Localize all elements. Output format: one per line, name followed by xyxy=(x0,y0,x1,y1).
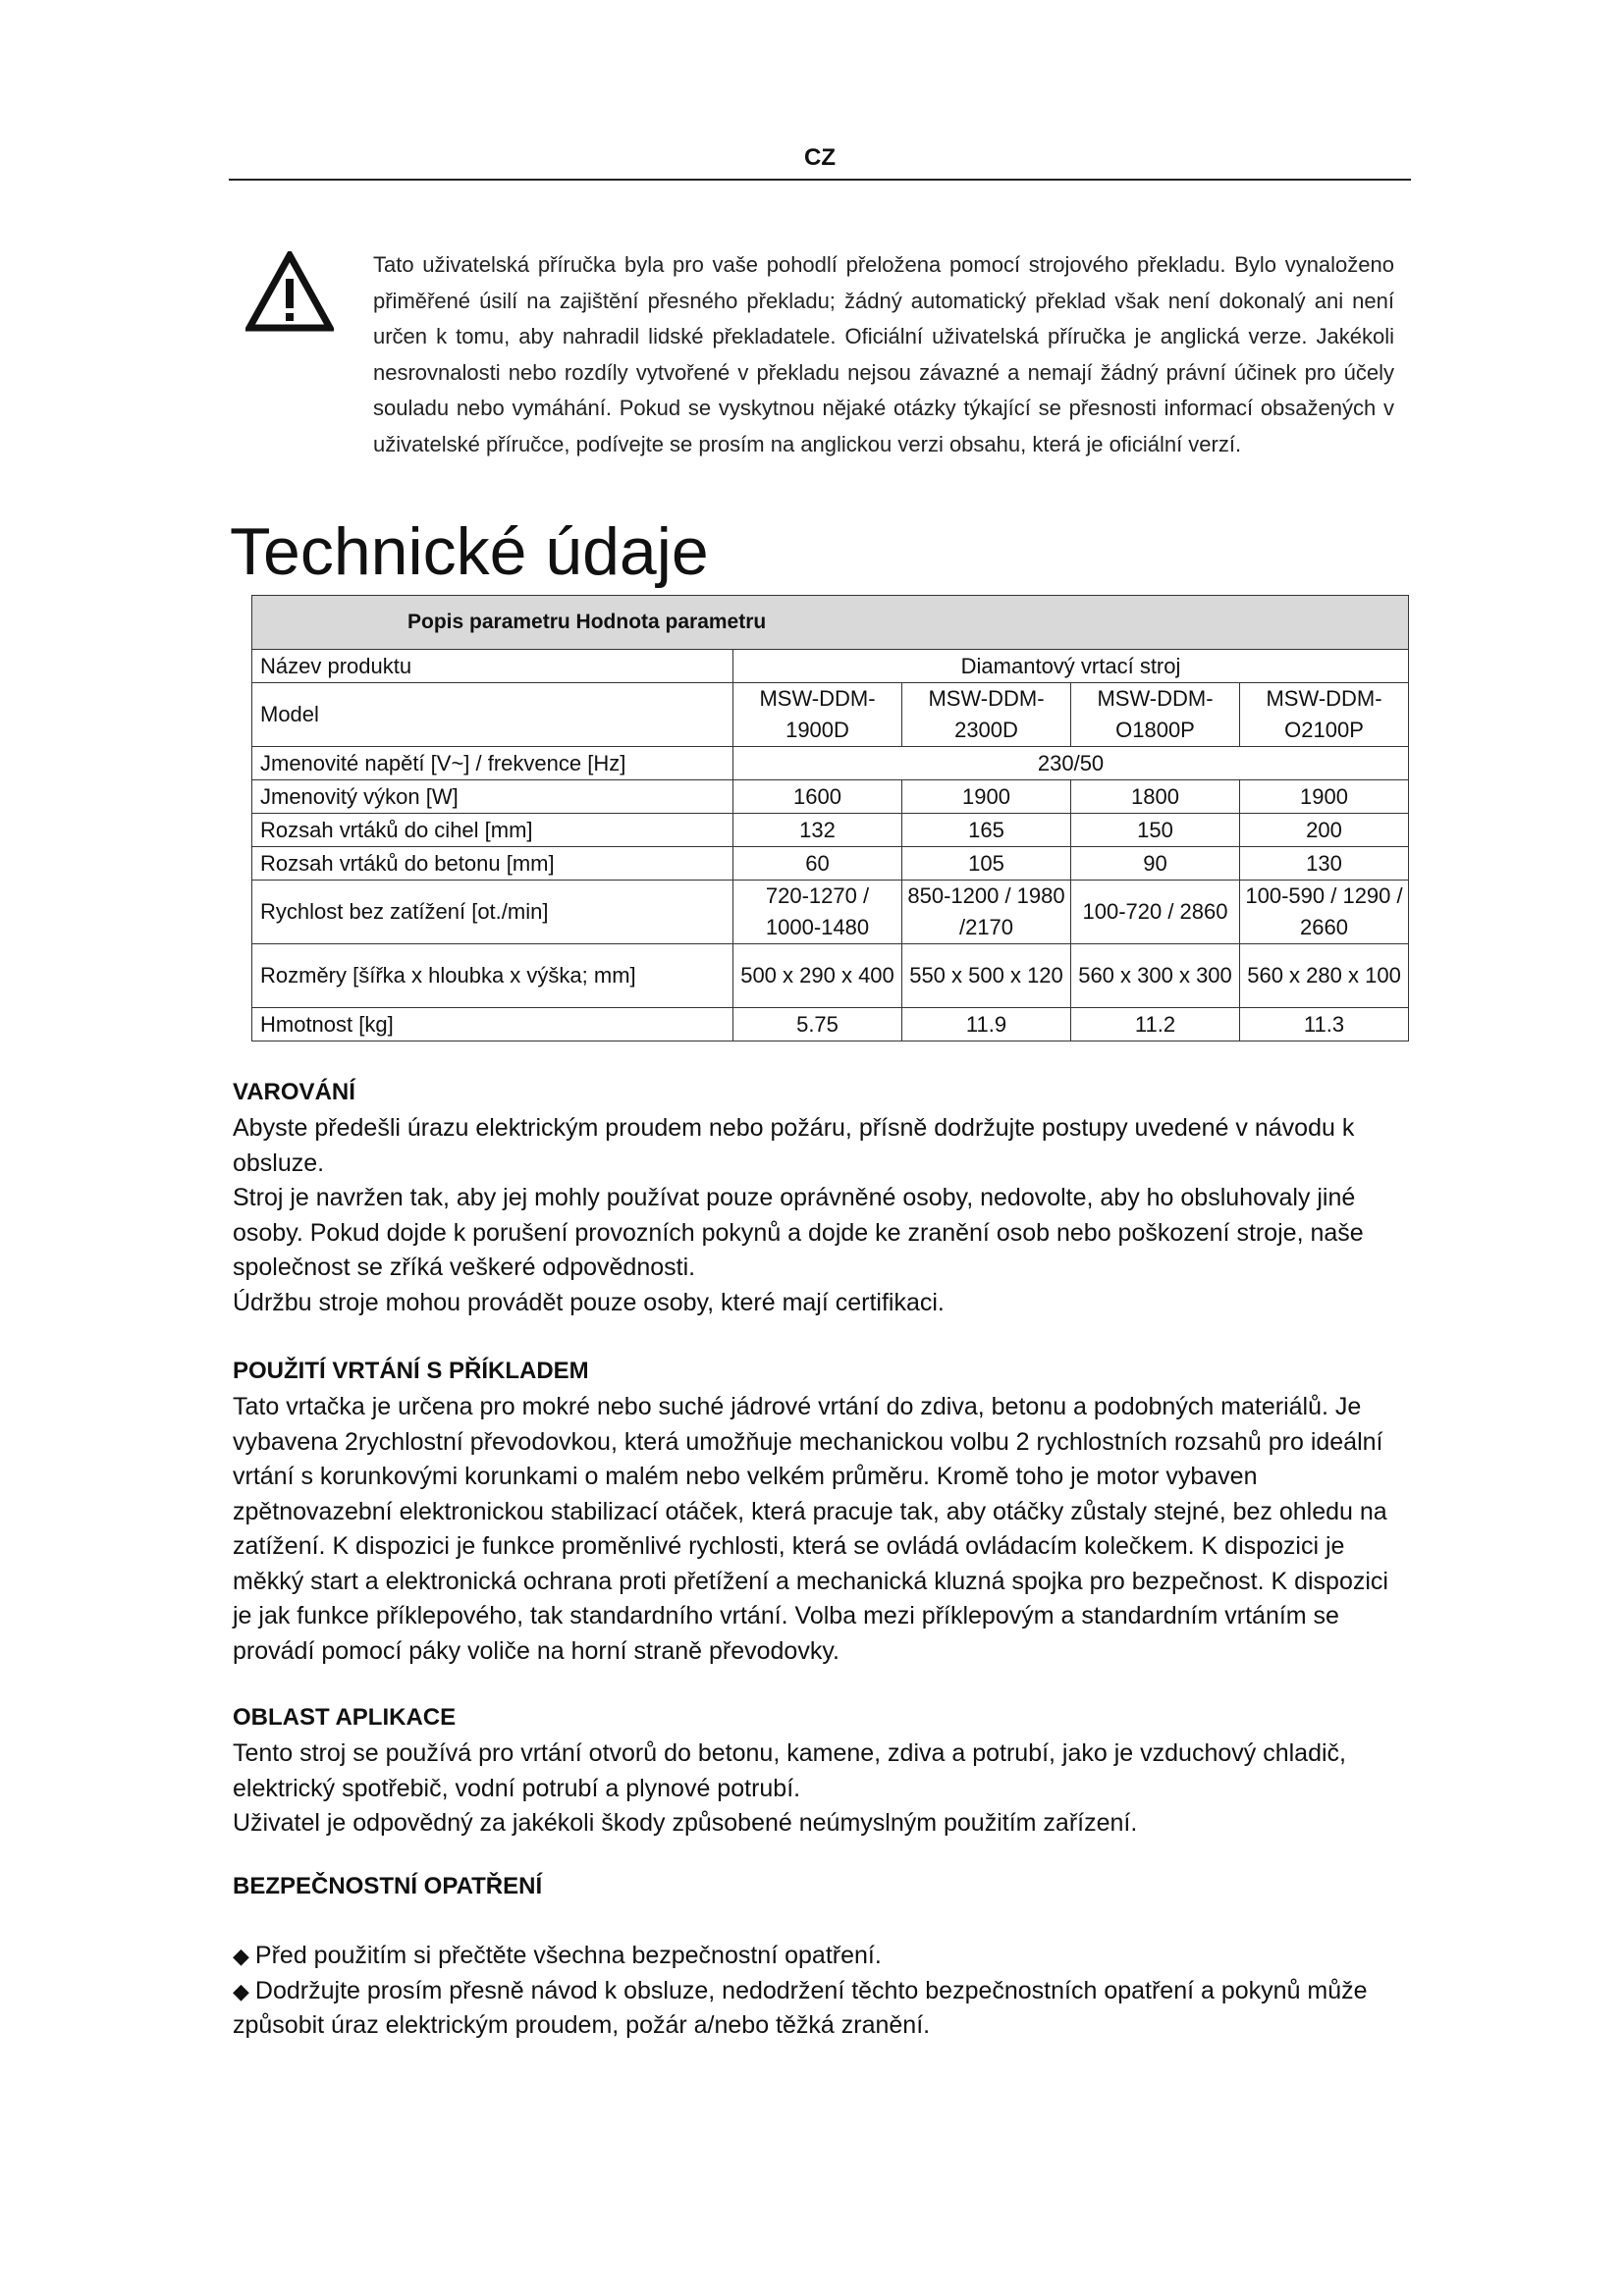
notice-text: Tato uživatelská příručka byla pro vaše pohodlí přeložena pomocí strojového překladu. Bylo vynaloženo přiměřené úsilí na zajištění přesného překladu; žádný automatický překlad však není dokonalý ani není určen k tomu, aby nahradil lidské překladatele. Oficiální uživatelská příručka je anglická verze. Jakékoli nesrovnalosti nebo rozdíly vytvořené v překladu nejsou závazné a nemají žádný právní účinek pro účely souladu nebo vymáhání. Pokud se vyskytnou nějaké otázky týkající se přesnosti informací obsažených v uživatelské příručce, podívejte se prosím na anglickou verzi obsahu, která je oficiální verzí. xyxy=(373,252,1394,456)
safety-section xyxy=(233,1870,1409,2044)
section-heading: BEZPEČNOSTNÍ OPATŘENÍ xyxy=(233,1873,543,1899)
row-value: MSW-DDM-O2100P xyxy=(1240,683,1409,747)
row-value: 1800 xyxy=(1071,780,1240,814)
row-label: Jmenovitý výkon [W] xyxy=(252,780,733,814)
warning-section xyxy=(233,1076,1409,1320)
table-header-label: Popis parametru Hodnota parametru xyxy=(407,611,767,633)
section-paragraph: Tato vrtačka je určena pro mokré nebo suché jádrové vrtání do zdiva, betonu a podobných materiálů. Je vybavena 2rychlostní převodovkou, která umožňuje mechanickou volbu 2 rychlostních rozsahů pro ideální vrtání s korunkovými korunkami o malém nebo velkém průměru. Kromě toho je motor vybaven zpětnovazební elektronickou stabilizací otáček, která pracuje tak, aby otáčky zůstaly stejné, bez ohledu na zatížení. K dispozici je funkce proměnlivé rychlosti, která se ovládá ovládacím kolečkem. K dispozici je měkký start a elektronická ochrana proti přetížení a mechanická kluzná spojka pro bezpečnost. K dispozici je jak funkce příklepového, tak standardního vrtání. Volba mezi příklepovým a standardním vrtáním se provádí pomocí páky voliče na horní straně převodovky. xyxy=(233,1393,1388,1665)
row-label: Jmenovité napětí [V~] / frekvence [Hz] xyxy=(252,747,733,780)
safety-list xyxy=(233,1939,1409,2044)
table-row xyxy=(252,780,1409,814)
row-value: 720-1270 / 1000-1480 xyxy=(733,881,902,944)
table-row xyxy=(252,881,1409,944)
row-label: Rozsah vrtáků do betonu [mm] xyxy=(252,847,733,881)
section-paragraph: Abyste předešli úrazu elektrickým proudem nebo požáru, přísně dodržujte postupy uvedené v návodu k obsluze. xyxy=(233,1114,1355,1177)
table-row xyxy=(252,944,1409,1008)
row-value: MSW-DDM-1900D xyxy=(733,683,902,747)
table-row xyxy=(252,683,1409,747)
translation-notice xyxy=(245,247,1394,512)
table-header-row xyxy=(252,596,1409,650)
row-value: 1900 xyxy=(902,780,1071,814)
usage-section xyxy=(233,1355,1409,1669)
row-value: 11.3 xyxy=(1240,1008,1409,1041)
section-heading: POUŽITÍ VRTÁNÍ S PŘÍKLADEM xyxy=(233,1358,589,1384)
list-item-text: Dodržujte prosím přesně návod k obsluze, nedodržení těchto bezpečnostních opatření a pokynů může způsobit úraz elektrickým proudem, požár a/nebo těžká zranění. xyxy=(233,1976,1368,2039)
row-value: 165 xyxy=(902,814,1071,847)
row-value: 150 xyxy=(1071,814,1240,847)
row-value: Diamantový vrtací stroj xyxy=(733,650,1409,683)
row-label: Rychlost bez zatížení [ot./min] xyxy=(252,881,733,944)
table-row xyxy=(252,650,1409,683)
row-value: 100-720 / 2860 xyxy=(1071,881,1240,944)
row-value: MSW-DDM-2300D xyxy=(902,683,1071,747)
list-item-text: Před použitím si přečtěte všechna bezpečnostní opatření. xyxy=(254,1942,882,1969)
table-row xyxy=(252,814,1409,847)
row-value: 200 xyxy=(1240,814,1409,847)
diamond-bullet-icon: ◆ xyxy=(233,1944,249,1968)
row-label: Rozsah vrtáků do cihel [mm] xyxy=(252,814,733,847)
row-value: 132 xyxy=(733,814,902,847)
row-value: 11.2 xyxy=(1071,1008,1240,1041)
table-header-cell xyxy=(252,596,1409,650)
row-value: MSW-DDM-O1800P xyxy=(1071,683,1240,747)
list-item xyxy=(233,1939,1409,1974)
row-value: 1900 xyxy=(1240,780,1409,814)
row-label: Hmotnost [kg] xyxy=(252,1008,733,1041)
row-value: 1600 xyxy=(733,780,902,814)
table-row xyxy=(252,747,1409,780)
row-value: 90 xyxy=(1071,847,1240,881)
warning-triangle-icon xyxy=(245,251,334,332)
row-value: 11.9 xyxy=(902,1008,1071,1041)
section-paragraph: Údržbu stroje mohou provádět pouze osoby, které mají certifikaci. xyxy=(233,1288,945,1316)
row-value: 850-1200 / 1980 /2170 xyxy=(902,881,1071,944)
row-label: Model xyxy=(252,683,733,747)
row-value: 230/50 xyxy=(733,747,1409,780)
row-value: 560 x 280 x 100 xyxy=(1240,944,1409,1008)
page-header xyxy=(229,143,1411,181)
table-row xyxy=(252,847,1409,881)
row-value: 5.75 xyxy=(733,1008,902,1041)
row-value: 60 xyxy=(733,847,902,881)
row-value: 560 x 300 x 300 xyxy=(1071,944,1240,1008)
row-value: 550 x 500 x 120 xyxy=(902,944,1071,1008)
section-paragraph: Tento stroj se používá pro vrtání otvorů do betonu, kamene, zdiva a potrubí, jako je vzduchový chladič, elektrický spotřebič, vodní potrubí a plynové potrubí. xyxy=(233,1739,1346,1802)
section-heading: OBLAST APLIKACE xyxy=(233,1704,457,1731)
section-heading: VAROVÁNÍ xyxy=(233,1079,355,1105)
language-code: CZ xyxy=(804,144,836,171)
application-section xyxy=(233,1701,1409,1842)
row-label: Rozměry [šířka x hloubka x výška; mm] xyxy=(252,944,733,1008)
page-title: Technické údaje xyxy=(230,514,709,589)
table-row xyxy=(252,1008,1409,1041)
row-value: 130 xyxy=(1240,847,1409,881)
diamond-bullet-icon: ◆ xyxy=(233,1978,249,2003)
list-item xyxy=(233,1974,1409,2044)
section-paragraph: Stroj je navržen tak, aby jej mohly používat pouze oprávněné osoby, nedovolte, aby ho obsluhovaly jiné osoby. Pokud dojde k porušení provozních pokynů a dojde ke zranění osob nebo poškození stroje, naše společnost se zříká veškeré odpovědnosti. xyxy=(233,1184,1364,1281)
row-value: 100-590 / 1290 / 2660 xyxy=(1240,881,1409,944)
row-label: Název produktu xyxy=(252,650,733,683)
spec-table xyxy=(251,595,1409,1041)
row-value: 105 xyxy=(902,847,1071,881)
section-paragraph: Uživatel je odpovědný za jakékoli škody způsobené neúmyslným použitím zařízení. xyxy=(233,1809,1138,1837)
row-value: 500 x 290 x 400 xyxy=(733,944,902,1008)
